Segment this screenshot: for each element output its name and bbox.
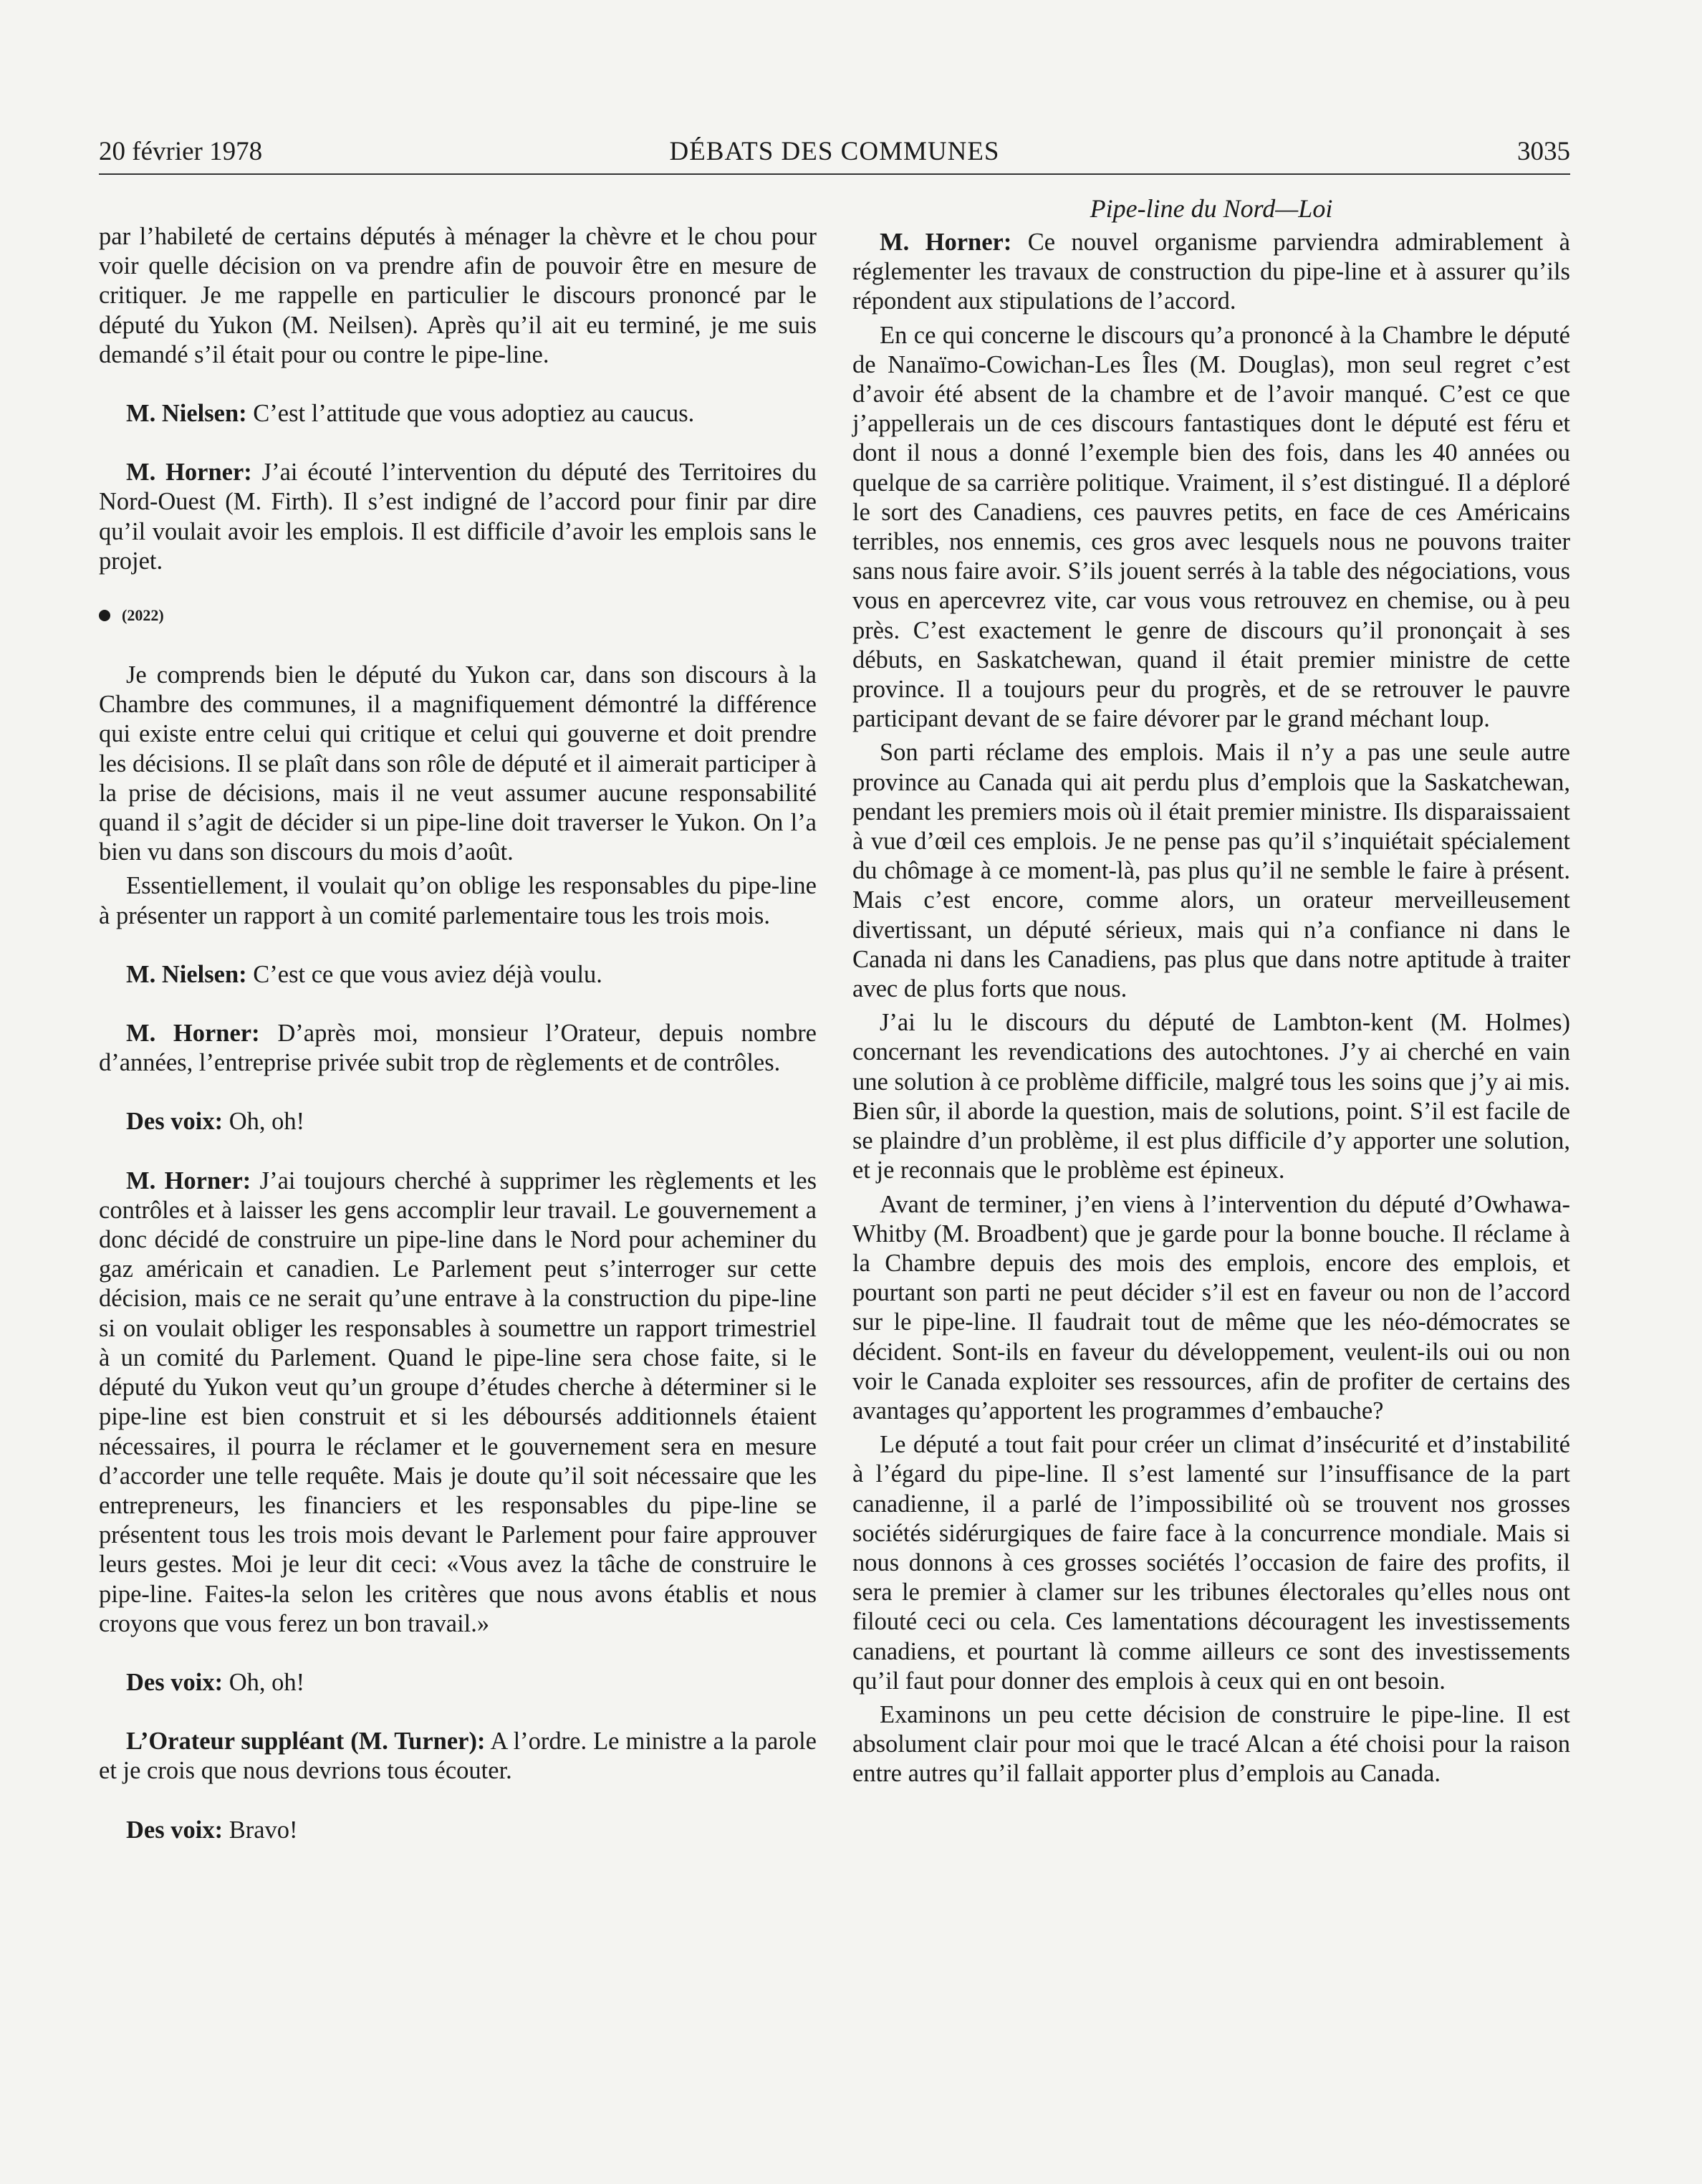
paragraph: par l’habileté de certains députés à ménager la chèvre et le chou pour voir quelle décision on va prendre afin de pouvoir être en mesure de critiquer. Je me rappelle en particulier le discours prononcé par le député du Yukon (M. Neilsen). Après qu’il ait eu terminé, je me suis demandé s’il était pour ou contre le pipe-line. bbox=[99, 223, 817, 368]
page-number: 3035 bbox=[1517, 137, 1570, 166]
speaker-name: M. Nielsen: bbox=[126, 400, 247, 428]
time-marker bbox=[99, 605, 817, 626]
speech-text: J’ai toujours cherché à supprimer les règlements et les contrôles et à laisser les gens accomplir leur travail. Le gouvernement a donc décidé de construire un pipe-line dans le Nord pour acheminer du gaz américain et canadien. Le Parlement peut s’interroger sur cette décision, mais ce ne serait qu’une entrave à la construction du pipe-line si on voulait obliger les responsables à soumettre un rapport trimestriel à un comité du Parlement. Quand le pipe-line sera chose faite, si le député du Yukon veut qu’un groupe d’études cherche à déterminer si le pipe-line est bien construit et si les déboursés additionnels étaient nécessaires, il pourra le réclamer et le gouvernement sera en mesure d’accorder une telle requête. Mais je doute qu’il soit nécessaire que les entrepreneurs, les financiers et les responsables du pipe-line se présentent tous les trois mois devant le Parlement pour faire approuver leurs gestes. Moi je leur dit ceci: «Vous avez la tâche de construire le pipe-line. Faites-la selon les critères que nous avons établis et nous croyons que vous ferez un bon travail.» bbox=[99, 1167, 817, 1637]
speech-text: C’est l’attitude que vous adoptiez au caucus. bbox=[246, 400, 695, 428]
paragraph bbox=[99, 1107, 817, 1136]
paragraph bbox=[99, 399, 817, 428]
speaker-name: M. Horner: bbox=[126, 459, 252, 487]
paragraph: Je comprends bien le député du Yukon car, dans son discours à la Chambre des communes, il a magnifiquement démontré la différence qui existe entre celui qui critique et celui qui gouverne et doit prendre les décisions. Il se plaît dans son rôle de député et il aimerait participer à la prise de décisions, mais il ne veut assumer aucune responsabilité quand il s’agit de décider si un pipe-line doit traverser le Yukon. On l’a bien vu dans son discours du mois d’août. bbox=[99, 661, 817, 866]
paragraph: Son parti réclame des emplois. Mais il n’y a pas une seule autre province au Canada qui ait perdu plus d’emplois que la Saskatchewan, pendant les premiers mois où il était premier ministre. Ils disparaissaient à vue d’œil ces emplois. Je ne pense pas qu’il s’inquiétait spécialement du chômage à ce moment-là, pas plus qu’il ne semble le faire à présent. Mais c’est encore, comme alors, un orateur merveilleusement divertissant, un député sérieux, mais qui n’a confiance ni dans le Canada ni dans les Canadiens, pas plus que dans notre aptitude à traiter avec de plus forts que nous. bbox=[852, 739, 1570, 1003]
header-title: DÉBATS DES COMMUNES bbox=[669, 137, 1000, 166]
paragraph bbox=[99, 960, 817, 990]
speech-text: C’est ce que vous aviez déjà voulu. bbox=[246, 960, 602, 988]
paragraph bbox=[99, 1167, 817, 1639]
speaker-name: Des voix: bbox=[126, 1668, 223, 1696]
speech-text: Ce nouvel organisme parviendra admirablement à réglementer les travaux de construction du pipe-line et à assurer qu’ils répondent aux stipulations de l’accord. bbox=[852, 229, 1570, 315]
paragraph bbox=[99, 1668, 817, 1697]
speech-text: J’ai écouté l’intervention du député des Territoires du Nord-Ouest (M. Firth). Il s’est indigné de l’accord pour finir par dire qu’il voulait avoir les emplois. Il est difficile d’avoir les emplois sans le projet. bbox=[99, 459, 817, 575]
page-header bbox=[99, 136, 1570, 175]
speech-text: Oh, oh! bbox=[223, 1668, 305, 1696]
paragraph bbox=[99, 1019, 817, 1078]
speaker-name: M. Horner: bbox=[126, 1020, 260, 1048]
speaker-name: M. Horner: bbox=[126, 1167, 251, 1194]
running-title: Pipe-line du Nord—Loi bbox=[1090, 194, 1333, 223]
time-marker-label: (2022) bbox=[122, 606, 164, 625]
paragraph: Avant de terminer, j’en viens à l’intervention du député d’Owhawa-Whitby (M. Broadbent) que je garde pour la bonne bouche. Il réclame à la Chambre depuis des mois des emplois, encore des emplois, et pourtant son parti ne peut décider s’il est en faveur ou non de l’accord sur le pipe-line. Il faudrait tout de même que les néo-démocrates se décident. Sont-ils en faveur du développement, veulent-ils oui ou non voir le Canada exploiter ses ressources, afin de profiter de certains des avantages qu’apportent les programmes d’embauche? bbox=[852, 1190, 1570, 1424]
speaker-name: L’Orateur suppléant (M. Turner): bbox=[126, 1728, 486, 1756]
paragraph bbox=[852, 228, 1570, 317]
header-date: 20 février 1978 bbox=[99, 137, 263, 166]
speaker-name: Des voix: bbox=[126, 1108, 223, 1136]
speaker-name: M. Horner: bbox=[880, 229, 1012, 256]
paragraph: En ce qui concerne le discours qu’a prononcé à la Chambre le député de Nanaïmo-Cowichan-Les Îles (M. Douglas), mon seul regret c’est d’avoir été absent de la chambre et de l’avoir manqué. C’est ce que j’appellerais un de ces discours fantastiques dont le député est féru et dont il nous a donné l’exemple bien des fois, dans les 40 années ou quelque de sa carrière politique. Vraiment, il s’est distingué. Il a déploré le sort des Canadiens, ces pauvres petits, en face de ces Américains terribles, nos ennemis, ces gros avec lesquels nous ne pouvons traiter sans nous faire avoir. S’ils jouent serrés à la table des négociations, vous vous en apercevrez vite, car vous vous retrouvez en chemise, ou à peu près. C’est exactement le genre de discours qu’il prononçait à ses débuts, en Saskatchewan, quand il était premier ministre de cette province. Il a toujours peur du progrès, et de se retrouver le pauvre participant devant de se faire dévorer par le grand méchant loup. bbox=[852, 321, 1570, 733]
speech-text: Bravo! bbox=[223, 1816, 298, 1844]
right-column bbox=[852, 228, 1570, 1789]
speech-text: Oh, oh! bbox=[223, 1108, 305, 1136]
bullet-icon bbox=[99, 610, 110, 621]
left-column bbox=[99, 222, 817, 1845]
speech-text: A l’ordre. Le ministre a la parole et je crois que nous devrions tous écouter. bbox=[99, 1728, 817, 1785]
paragraph bbox=[99, 458, 817, 576]
speaker-name: Des voix: bbox=[126, 1816, 223, 1844]
paragraph bbox=[99, 1816, 817, 1845]
paragraph: J’ai lu le discours du député de Lambton-kent (M. Holmes) concernant les revendications des autochtones. J’y ai cherché en vain une solution à ce problème difficile, malgré tous les soins que j’y ai mis. Bien sûr, il aborde la question, mais de solutions, point. S’il est facile de se plaindre d’un problème, il est plus difficile d’y apporter une solution, et je reconnais que le problème est épineux. bbox=[852, 1009, 1570, 1184]
paragraph: Essentiellement, il voulait qu’on oblige les responsables du pipe-line à présenter un rapport à un comité parlementaire tous les trois mois. bbox=[99, 872, 817, 929]
paragraph: Le député a tout fait pour créer un climat d’insécurité et d’instabilité à l’égard du pipe-line. Il s’est lamenté sur l’insuffisance de la part canadienne, il a parlé de l’impossibilité où se trouvent nos grosses sociétés sidérurgiques de faire face à la concurrence mondiale. Mais si nous donnons à ces grosses sociétés l’occasion de faire des profits, il sera le premier à clamer sur les tribunes électorales qu’elles nous ont filouté ceci ou cela. Ces lamentations découragent les investissements canadiens, et pourtant là comme ailleurs ce sont des investissements qu’il faut pour donner des emplois à ceux qui en ont besoin. bbox=[852, 1431, 1570, 1695]
paragraph bbox=[99, 1727, 817, 1786]
paragraph: Examinons un peu cette décision de construire le pipe-line. Il est absolument clair pour moi que le tracé Alcan a été choisi pour la raison entre autres qu’il fallait apporter plus d’emplois au Canada. bbox=[852, 1700, 1570, 1788]
speaker-name: M. Nielsen: bbox=[126, 960, 247, 988]
speech-text: D’après moi, monsieur l’Orateur, depuis nombre d’années, l’entreprise privée subit trop de règlements et de contrôles. bbox=[99, 1020, 817, 1077]
